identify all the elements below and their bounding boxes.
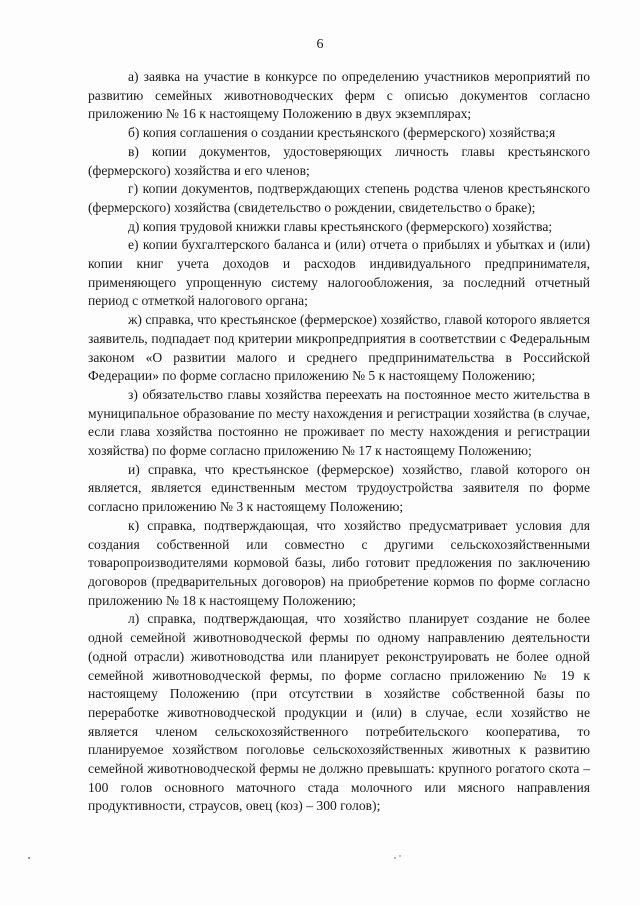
paragraph-e: е) копии бухгалтерского баланса и (или) отчета о прибылях и убытках и (или) копии книг учета доходов и расходов индивидуального предпринимателя, применяющего упрощенную систему налогообложения, за последний отчетный период с отметкой налогового органа; [88,237,590,309]
paragraph-l: л) справка, подтверждающая, что хозяйство планирует создание не более одной семейной животноводческой фермы по одному направлению деятельности (одной отрасли) животноводства или планирует реконструировать не более одной семейной животноводческой фермы, по форме согласно приложению № 19 к настоящему Положению (при отсутствии в хозяйстве собственной базы по переработке животноводческой продукции и (или) в случае, если хозяйство не является членом сельскохозяйственного потребительского кооператива, то планируемое хозяйством поголовье сельскохозяйственных животных к развитию семейной животноводческой фермы не должно превышать: крупного рогатого скота – 100 голов основного маточного стада молочного или мясного направления продуктивности, страусов, овец (коз) – 300 голов); [88,611,590,814]
paragraph-a: а) заявка на участие в конкурсе по определению участников мероприятий по развитию семейных животноводческих ферм с описью документов согласно приложению № 16 к настоящему Положению в двух экземплярах; [88,69,590,122]
paragraph-zh: ж) справка, что крестьянское (фермерское) хозяйство, главой которого является заявитель, подпадает под критерии микропредприятия в соответствии с Федеральным законом «О развитии малого и среднего предпринимательства в Российской Федерации» по форме согласно приложению № 5 к настоящему Положению; [88,312,590,384]
paragraph-z: з) обязательство главы хозяйства переехать на постоянное место жительства в муниципальное образование по месту нахождения и регистрации хозяйства (в случае, если глава хозяйства постоянно не проживает по месту нахождения и регистрации хозяйства) по форме согласно приложению № 17 к настоящему Положению; [88,386,590,459]
document-body [88,68,590,816]
scan-speck [394,857,396,859]
scan-speck [28,857,30,859]
page-number: 6 [316,37,324,52]
paragraph-v: в) копии документов, удостоверяющих личность главы крестьянского (фермерского) хозяйства и его членов; [88,143,590,178]
paragraph-i: и) справка, что крестьянское (фермерское) хозяйство, главой которого он является, является единственным местом трудоустройства заявителя по форме согласно приложению № 3 к настоящему Положению; [88,461,590,515]
paragraph-d: д) копия трудовой книжки главы крестьянского (фермерского) хозяйства; [128,218,553,234]
paragraph-g: г) копии документов, подтверждающих степень родства членов крестьянского (фермерского) хозяйства (свидетельство о рождении, свидетельство о браке); [88,181,590,215]
scan-speck [399,855,400,856]
paragraph-k: к) справка, подтверждающая, что хозяйство предусматривает условия для создания собственной или совместно с другими сельскохозяйственными товаропроизводителями кормовой базы, либо готовит предложения по заключению договоров (предварительных договоров) на приобретение кормов по форме согласно приложению № 18 к настоящему Положению; [88,517,590,608]
paragraph-b: б) копия соглашения о создании крестьянского (фермерского) хозяйства;я [128,125,556,141]
